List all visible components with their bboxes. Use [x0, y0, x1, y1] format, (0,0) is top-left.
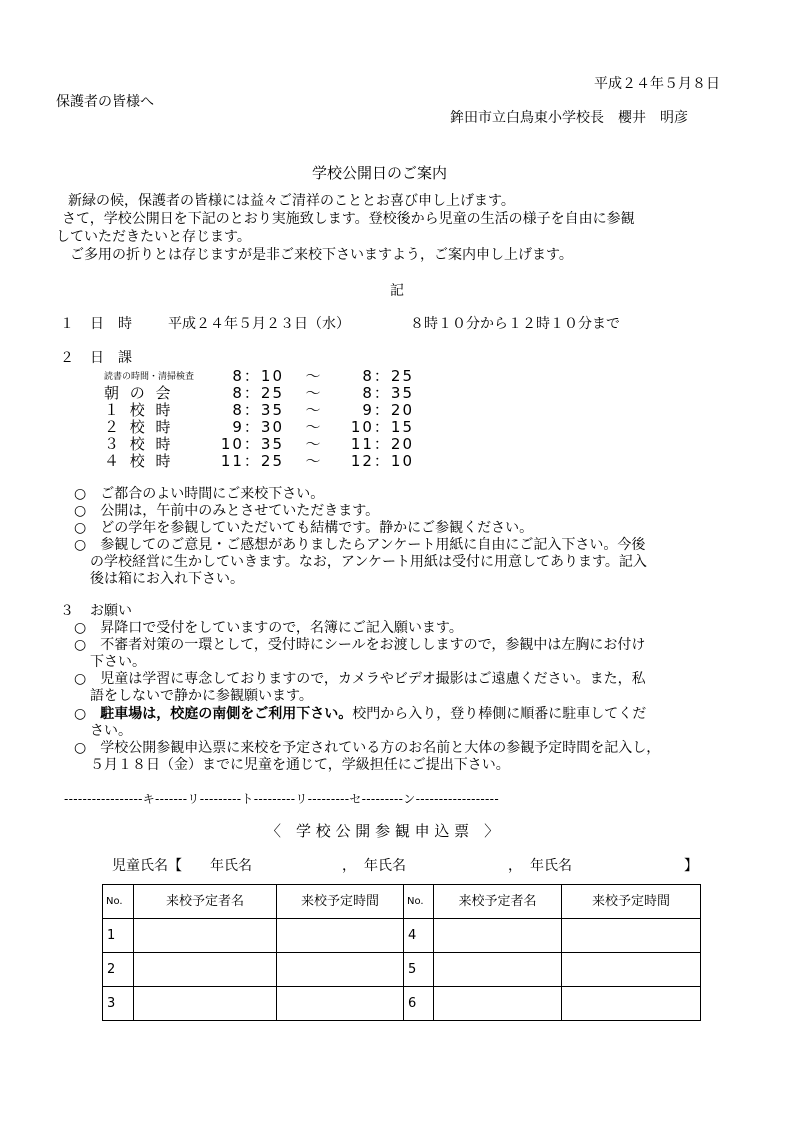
visitor-name-cell[interactable] [134, 953, 277, 987]
addressee: 保護者の皆様へ [56, 94, 154, 110]
note-line: の学校経営に生かしていきます。なお，アンケート用紙は受付に用意してあります。記入 [90, 554, 647, 570]
page-title: 学校公開日のご案内 [312, 164, 448, 182]
parking-emphasis: 駐車場は，校庭の南側をご利用下さい。 [100, 706, 353, 722]
visit-time-cell[interactable] [562, 987, 701, 1021]
sender: 鉾田市立白鳥東小学校長 櫻井 明彦 [450, 110, 688, 126]
cut-line: -----------------キ-------リ---------ト---------リ---------セ---------ン------------------ [64, 792, 499, 806]
section1-date: 平成２４年５月２３日（水） [168, 316, 350, 332]
schedule-name: ３ 校 時 [104, 435, 174, 453]
section3-label: お願い [90, 603, 132, 619]
schedule-end: 8：35 [362, 384, 414, 402]
schedule-start: 9：30 [232, 418, 284, 436]
section1-label: 日 時 [90, 316, 132, 332]
schedule-end: 12：10 [350, 452, 414, 470]
section2-number: ２ [60, 350, 74, 366]
grade-name-label-1: 年氏名 [210, 858, 252, 874]
visitor-name-cell[interactable] [434, 987, 562, 1021]
schedule-sep: 〜 [305, 452, 321, 470]
comma-2: ， [508, 858, 522, 874]
schedule-end: 11：20 [350, 435, 414, 453]
request-line: ○ 学校公開参観申込票に来校を予定されている方のお名前と大体の参観予定時間を記入し， [74, 740, 661, 756]
row-number: 4 [404, 919, 434, 953]
ki-heading: 記 [390, 283, 404, 299]
visit-time-cell[interactable] [562, 919, 701, 953]
visit-time-cell[interactable] [277, 953, 404, 987]
note-line: ○ 公開は，午前中のみとさせていただきます。 [74, 503, 380, 519]
intro-line-3: していただきたいと存じます。 [56, 229, 251, 245]
parking-rest: 校門から入り，登り棒側に順番に駐車してくだ [352, 706, 647, 722]
schedule-sep: 〜 [305, 367, 321, 385]
row-number: 1 [103, 919, 134, 953]
request-bullet: ○ [74, 706, 101, 722]
note-line: ○ ご都合のよい時間にご来校下さい。 [74, 486, 325, 502]
table-header-row [103, 885, 701, 919]
row-number: 5 [404, 953, 434, 987]
schedule-row [104, 401, 414, 419]
intro-line-4: ご多用の折りとは存じますが是非ご来校下さいますよう，ご案内申し上げます。 [70, 247, 573, 263]
header-visit-time: 来校予定時間 [277, 885, 404, 919]
request-line: さい。 [90, 723, 132, 739]
schedule-name: ４ 校 時 [104, 452, 174, 470]
schedule-name: 読書の時間・清掃検査 [104, 372, 195, 382]
schedule-row [104, 452, 414, 470]
table-row [103, 919, 701, 953]
schedule-sep: 〜 [305, 401, 321, 419]
schedule-sep: 〜 [305, 435, 321, 453]
request-line: ○ 児童は学習に専念しておりますので，カメラやビデオ撮影はご遠慮ください。また，私 [74, 671, 646, 687]
schedule-row [104, 367, 414, 385]
header-no: No. [404, 885, 434, 919]
schedule-row [104, 418, 414, 436]
table-row [103, 953, 701, 987]
comma-1: ， [342, 858, 356, 874]
schedule-name: ２ 校 時 [104, 418, 174, 436]
request-line: ○ 昇降口で受付をしていますので，名簿にご記入願います。 [74, 620, 463, 636]
section1-number: １ [60, 316, 74, 332]
document-date: 平成２４年５月８日 [594, 76, 720, 92]
request-line: 下さい。 [90, 654, 146, 670]
note-line: 後は箱にお入れ下さい。 [90, 571, 244, 587]
schedule-start: 8：25 [232, 384, 284, 402]
grade-name-label-3: 年氏名 [530, 858, 572, 874]
schedule-start: 8：10 [232, 367, 284, 385]
schedule-sep: 〜 [305, 418, 321, 436]
schedule-start: 10：35 [220, 435, 284, 453]
intro-line-1: 新緑の候，保護者の皆様には益々ご清祥のこととお喜び申し上げます。 [68, 193, 515, 209]
grade-name-label-2: 年氏名 [364, 858, 406, 874]
schedule-end: 9：20 [362, 401, 414, 419]
note-line: ○ 参観してのご意見・ご感想がありましたらアンケート用紙に自由にご記入下さい。今後 [74, 537, 646, 553]
intro-line-2: さて，学校公開日を下記のとおり実施致します。登校後から児童の生活の様子を自由に参観 [62, 211, 635, 227]
visit-time-cell[interactable] [562, 953, 701, 987]
schedule-sep: 〜 [305, 384, 321, 402]
request-line: 語をしないで静かに参観願います。 [90, 688, 313, 704]
section1-time: ８時１０分から１２時１０分まで [410, 316, 620, 332]
schedule-end: 10：15 [350, 418, 414, 436]
schedule-row [104, 435, 414, 453]
schedule-name: １ 校 時 [104, 401, 174, 419]
schedule-end: 8：25 [362, 367, 414, 385]
visitor-name-cell[interactable] [134, 919, 277, 953]
schedule-name: 朝 の 会 [104, 384, 174, 402]
visitor-name-cell[interactable] [134, 987, 277, 1021]
visit-time-cell[interactable] [277, 987, 404, 1021]
section2-label: 日 課 [90, 350, 132, 366]
request-line: ○ 不審者対策の一環として，受付時にシールをお渡ししますので，参観中は左胸にお付け [74, 637, 646, 653]
request-line: ５月１８日（金）までに児童を通じて，学級担任にご提出下さい。 [90, 757, 510, 773]
application-table [102, 884, 701, 1021]
visitor-name-cell[interactable] [434, 953, 562, 987]
header-no: No. [103, 885, 134, 919]
header-visitor-name: 来校予定者名 [134, 885, 277, 919]
row-number: 2 [103, 953, 134, 987]
header-visit-time: 来校予定時間 [562, 885, 701, 919]
visit-time-cell[interactable] [277, 919, 404, 953]
schedule-start: 8：35 [232, 401, 284, 419]
row-number: 6 [404, 987, 434, 1021]
schedule-row [104, 384, 414, 402]
child-name-label: 児童氏名【 [112, 858, 182, 874]
note-line: ○ どの学年を参観していただいても結構です。静かにご参観ください。 [74, 520, 534, 536]
section3-number: ３ [60, 603, 74, 619]
row-number: 3 [103, 987, 134, 1021]
schedule-start: 11：25 [220, 452, 284, 470]
visitor-name-cell[interactable] [434, 919, 562, 953]
form-title: 〈 学 校 公 開 参 観 申 込 票 〉 [266, 822, 500, 840]
header-visitor-name: 来校予定者名 [434, 885, 562, 919]
table-row [103, 987, 701, 1021]
bracket-close: 】 [684, 858, 698, 874]
request-line-parking [74, 706, 646, 723]
